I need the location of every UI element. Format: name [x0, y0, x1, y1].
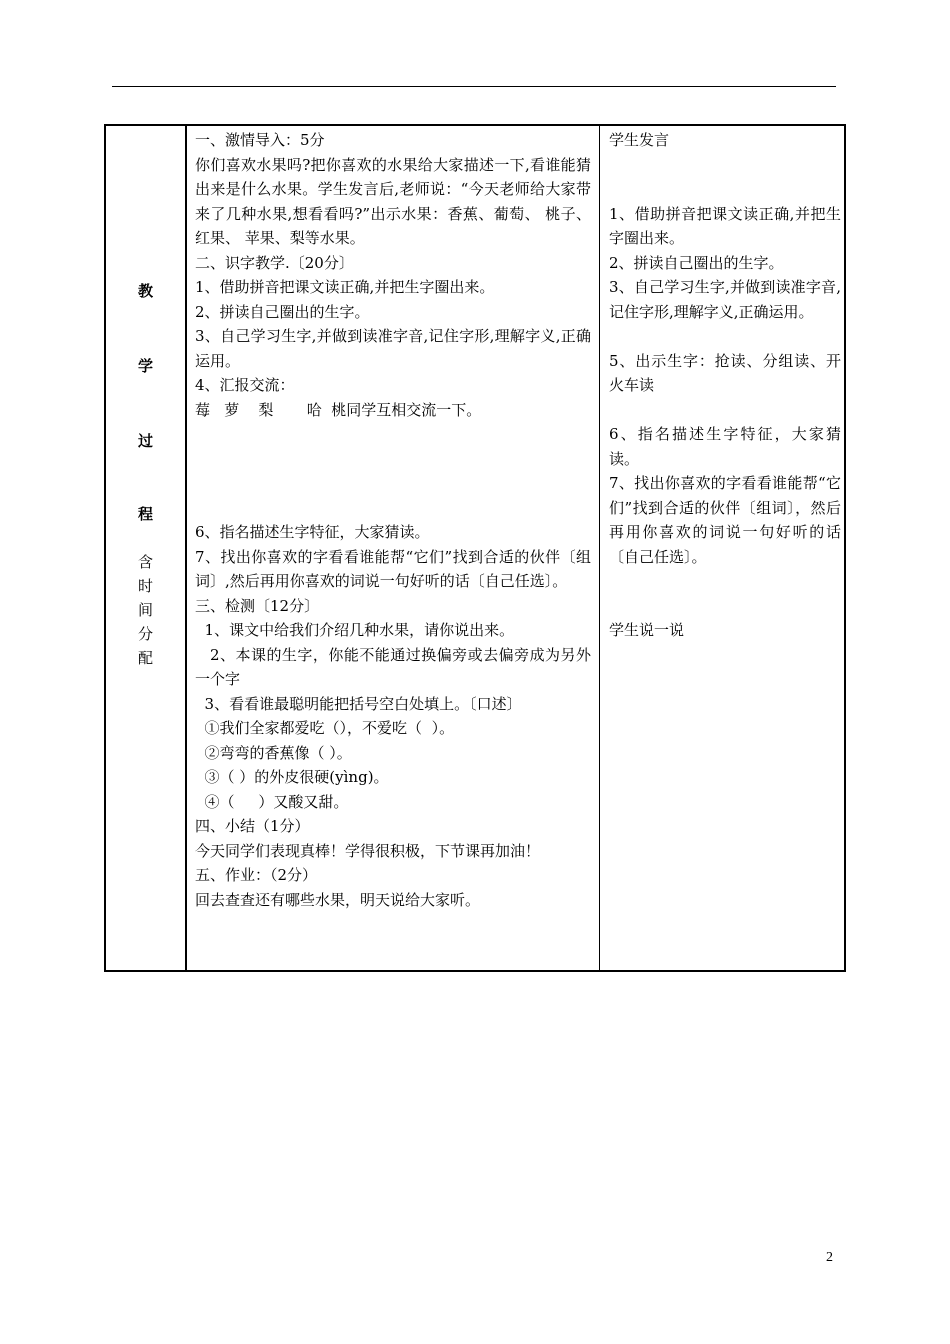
- section-heading-summary: 四、小结（1分）: [195, 817, 310, 835]
- student-step-1: 1、借助拼音把课文读正确,并把生字圈出来。: [609, 204, 841, 247]
- page-number: 2: [826, 1250, 833, 1265]
- side-label-char-4: 程: [137, 505, 153, 523]
- student-step-2: 2、拼读自己圈出的生字。: [609, 253, 784, 272]
- student-activity-column: [609, 128, 841, 643]
- side-note-time-allocation: [106, 550, 185, 670]
- student-step-5: 5、出示生字：抢读、分组读、开火车读: [609, 351, 841, 394]
- side-label-char-2: 学: [137, 357, 153, 375]
- test-question-3: 3、看看谁最聪明能把括号空白处填上。〔口述〕: [195, 694, 522, 713]
- student-step-6: 6、指名描述生字特征，大家猜读。: [609, 425, 841, 468]
- literacy-step-6: 6、指名描述生字特征，大家猜读。: [195, 523, 430, 541]
- fill-blank-3: ③（ ）的外皮很硬(yìng)。: [195, 768, 389, 786]
- section-heading-literacy: 二、识字教学.〔20分〕: [195, 253, 354, 272]
- fill-blank-4: ④（ ）又酸又甜。: [195, 792, 349, 811]
- column-divider-left: [185, 126, 187, 970]
- side-label-char-1: 教: [137, 282, 153, 300]
- homework-text: 回去查查还有哪些水果，明天说给大家听。: [195, 890, 481, 909]
- intro-paragraph: 你们喜欢水果吗?把你喜欢的水果给大家描述一下,看谁能猜出来是什么水果。学生发言后,老师说：“今天老师给大家带来了几种水果,想看看吗?”出示水果：香蕉、葡萄、 桃子、 红果、 苹果、梨等水果。: [195, 155, 591, 247]
- fill-blank-1: ①我们全家都爱吃（），不爱吃（ ）。: [195, 719, 455, 737]
- side-note-char: 配: [137, 649, 153, 667]
- teaching-process-column: [195, 128, 591, 912]
- literacy-step-7: 7、找出你喜欢的字看看谁能帮“它们”找到合适的伙伴〔组词〕,然后再用你喜欢的词说一句好听的话〔自己任选〕。: [195, 547, 591, 590]
- side-note-char: 间: [137, 601, 153, 619]
- side-note-char: 分: [137, 625, 153, 643]
- student-speak: 学生发言: [609, 131, 670, 149]
- student-say: 学生说一说: [609, 621, 685, 639]
- section-heading-homework: 五、作业：（2分）: [195, 866, 318, 884]
- section-heading-intro: 一、激情导入：5分: [195, 131, 325, 149]
- column-divider-right: [599, 126, 600, 970]
- literacy-step-3: 3、自己学习生字,并做到读准字音,记住字形,理解字义,正确运用。: [195, 327, 591, 370]
- test-question-1: 1、课文中给我们介绍几种水果，请你说出来。: [195, 621, 515, 639]
- fill-blank-2: ②弯弯的香蕉像（ ）。: [195, 743, 352, 762]
- student-step-3: 3、自己学习生字,并做到读准字音,记住字形,理解字义,正确运用。: [609, 278, 841, 321]
- literacy-step-1: 1、借助拼音把课文读正确,并把生字圈出来。: [195, 278, 495, 296]
- side-note-char: 含: [137, 553, 153, 571]
- section-heading-test: 三、检测〔12分〕: [195, 596, 320, 615]
- summary-text: 今天同学们表现真棒！学得很积极，下节课再加油！: [195, 841, 541, 860]
- vocabulary-characters: 莓 萝 梨 哈 桃同学互相交流一下。: [195, 400, 482, 419]
- test-question-2: 2、本课的生字，你能不能通过换偏旁或去偏旁成为另外一个字: [195, 645, 591, 688]
- side-label-char-3: 过: [137, 432, 153, 450]
- side-note-char: 时: [137, 577, 153, 595]
- lesson-table: [104, 124, 846, 972]
- literacy-step-2: 2、拼读自己圈出的生字。: [195, 302, 370, 321]
- student-step-7: 7、找出你喜欢的字看看谁能帮“它们”找到合适的伙伴〔组词〕，然后再用你喜欢的词说一句好听的话〔自己任选〕。: [609, 474, 841, 566]
- header-rule: [112, 86, 836, 87]
- literacy-step-4: 4、汇报交流：: [195, 376, 295, 394]
